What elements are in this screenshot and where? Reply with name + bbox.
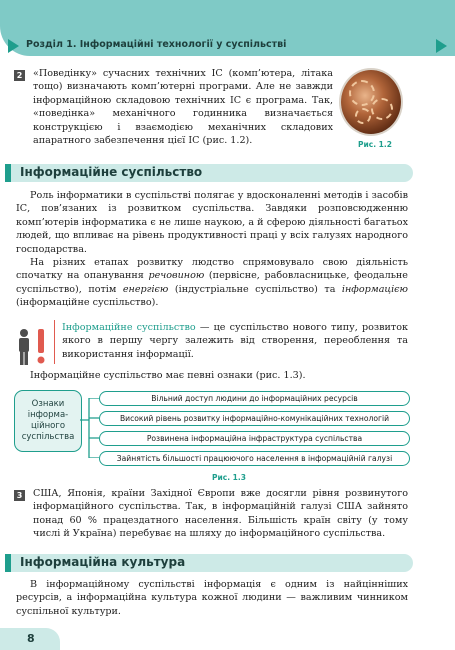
culture-text: В інформаційному суспільстві інформація є одним із найцінніших ресурсів, а інформаційна культура кожної людини — важливим чинником суспільної культури.	[16, 579, 408, 617]
paragraph-marker-3: 3	[14, 490, 25, 501]
section-heading-information-culture	[5, 554, 413, 572]
gear-icon	[355, 108, 371, 124]
section-title: Інформаційна культура	[20, 555, 186, 569]
term-energy: енергією	[122, 283, 169, 295]
gear-icon	[349, 80, 375, 106]
definition-divider	[54, 320, 55, 364]
gear-icon	[371, 98, 393, 120]
definition-text: — це суспільство нового типу, розвиток якого в першу чергу залежить від створення, переоблення та використання інформації.	[62, 322, 409, 360]
role-paragraph	[16, 189, 408, 256]
term-substance: речовиною	[148, 270, 205, 282]
triangle-right-icon	[436, 39, 447, 53]
features-paragraph: Інформаційне суспільство має певні ознаки (рис. 1.3).	[30, 370, 306, 381]
features-diagram-center	[14, 390, 82, 452]
feature-item: Високий рівень розвитку інформаційно-комунікаційних технологій	[99, 411, 410, 426]
usa-paragraph: США, Японія, країни Західної Європи вже досягли рівня розвинутого інформаційного суспільства. Так, в інформаційній галузі США зайнято понад 60 % працездатного населення. Більшість країн світу (у тому числі й Україна) перебуває на шляху до інформаційного суспільства.	[33, 488, 408, 540]
feature-item: Розвинена інформаційна інфраструктура суспільства	[99, 431, 410, 446]
person-exclamation-icon	[14, 327, 54, 367]
heading-accent-bar	[5, 164, 11, 182]
feature-item: Зайнятість більшості працюючого населення в інформаційній галузі	[99, 451, 410, 466]
chapter-header	[0, 36, 455, 56]
definition-block	[62, 321, 408, 361]
figure-caption-1-3: Рис. 1.3	[212, 473, 246, 482]
triangle-left-icon	[8, 39, 19, 53]
page-number: 8	[27, 632, 35, 645]
section-title: Інформаційне суспільство	[20, 165, 203, 179]
chapter-title: Розділ 1. Інформаційні технології у суспільстві	[26, 39, 287, 50]
heading-accent-bar	[5, 554, 11, 572]
term-information: інформацією	[341, 283, 408, 295]
stages-text-4: (інформаційне суспільство).	[16, 297, 159, 309]
definition-term: Інформаційне суспільство	[62, 322, 196, 333]
stages-text-2: (первісне, рабовласницьке, феодальне суспільство), потім	[16, 270, 408, 295]
diagram-center-label: Ознаки інформа-ційного суспільства	[21, 399, 75, 442]
diagram-connector	[80, 398, 99, 458]
role-text: Роль інформатики в суспільстві полягає у вдосконаленні методів і засобів ІС, пов’язаних із розвитком суспільства. Завдяки розповсюдженню комп’ютерів інформатика є не лише наукою, а й сферою діяльності багатьох людей, що впливає на рівень продуктивності праці у всіх галузях народного господарства.	[16, 190, 408, 255]
paragraph-marker-2: 2	[14, 70, 25, 81]
culture-paragraph	[16, 578, 408, 618]
feature-item: Вільний доступ людини до інформаційних ресурсів	[99, 391, 410, 406]
intro-paragraph: «Поведінку» сучасних технічних ІС (комп’ютера, літака тощо) визначають комп’ютерні програми. Але не завжди інформаційною складовою технічних ІС є програма. Так, «поведінка» механічного годинника визначається конструкцією і взаємодією механічних складових апаратного забезпечення цієї ІС (рис. 1.2).	[33, 68, 333, 147]
stages-text-3: (індустріальне суспільство) та	[168, 283, 342, 295]
watch-mechanism-image	[341, 70, 401, 134]
figure-caption-1-2: Рис. 1.2	[358, 140, 392, 149]
stages-text-1: На різних етапах розвитку людство спрямовувало свою діяльність спочатку на опанування	[16, 257, 408, 282]
section-heading-information-society	[5, 164, 413, 182]
page-number-tab	[0, 628, 60, 650]
stages-paragraph	[16, 256, 408, 310]
